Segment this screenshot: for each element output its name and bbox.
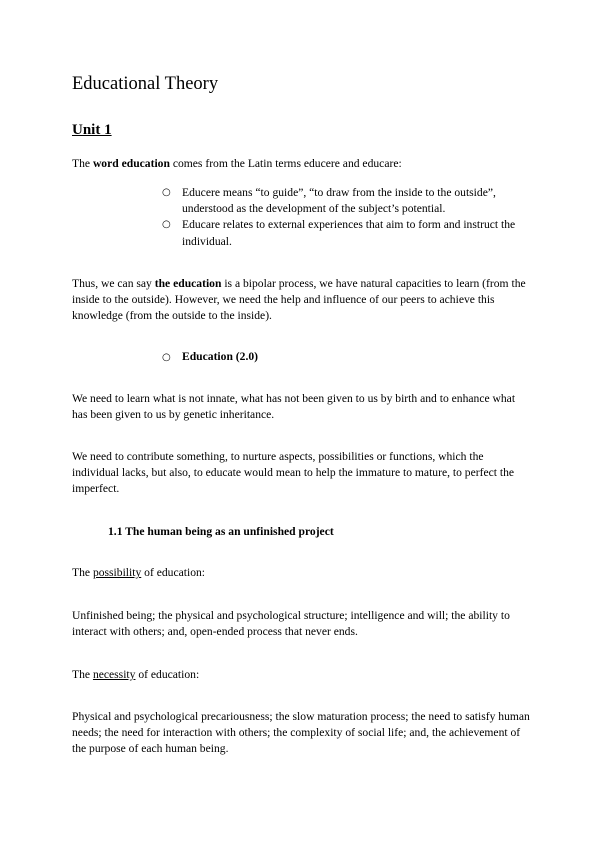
- possibility-label: [72, 565, 532, 581]
- list-item: [162, 217, 522, 249]
- necessity-text-post: of education:: [135, 668, 200, 681]
- document-title: Educational Theory: [72, 74, 219, 94]
- possibility-text-post: of education:: [141, 566, 206, 579]
- list-item: [162, 185, 522, 217]
- circle-bullet-icon: ○: [162, 187, 171, 198]
- intro-text-post: comes from the Latin terms educere and educare:: [169, 157, 402, 170]
- bipolar-text-pre: Thus, we can say: [72, 277, 155, 290]
- list-item-text: Educere means “to guide”, “to draw from the inside to the outside”, understood as the development of the subject’s potential.: [182, 186, 496, 216]
- circle-bullet-icon: ○: [162, 352, 171, 363]
- intro-text-pre: The: [72, 157, 93, 170]
- etymology-list: [162, 185, 522, 250]
- necessity-paragraph: Physical and psychological precariousness; the slow maturation process; the need to satisfy human needs; the need for interaction with others; the complexity of social life; and, the achievement of the purpose of each human being.: [72, 710, 530, 756]
- list-item-text: Educare relates to external experiences that aim to form and instruct the individual.: [182, 218, 516, 248]
- contribute-paragraph: We need to contribute something, to nurture aspects, possibilities or functions, which the individual lacks, but also, to educate would mean to help the immature to mature, to perfect the imperfect.: [72, 450, 515, 496]
- possibility-paragraph: Unfinished being; the physical and psychological structure; intelligence and will; the ability to interact with others; and, open-ended process that never ends.: [72, 609, 510, 639]
- education-bullet-text: Education (2.0): [182, 350, 259, 363]
- bipolar-text-post: is a bipolar process, we have natural capacities to learn (from the inside to the outside). However, we need the help and influence of our peers to achieve this knowledge (from the outside to the inside).: [72, 277, 526, 323]
- unit-heading: Unit 1: [72, 122, 112, 138]
- circle-bullet-icon: ○: [162, 219, 171, 231]
- necessity-text-pre: The: [72, 668, 93, 681]
- necessity-label: [72, 667, 532, 683]
- intro-text-bold: word education: [92, 157, 170, 170]
- possibility-text-underlined: possibility: [92, 566, 142, 579]
- intro-paragraph: [72, 156, 532, 172]
- learn-paragraph: We need to learn what is not innate, what has not been given to us by birth and to enhance what has been given to us by genetic inheritance.: [72, 392, 516, 422]
- section-heading: 1.1 The human being as an unfinished project: [108, 525, 334, 538]
- possibility-text-pre: The: [72, 566, 93, 579]
- education-bullet: [162, 349, 258, 366]
- bipolar-text-bold: the education: [154, 277, 222, 290]
- necessity-text-underlined: necessity: [92, 668, 136, 681]
- bipolar-paragraph: [72, 276, 532, 325]
